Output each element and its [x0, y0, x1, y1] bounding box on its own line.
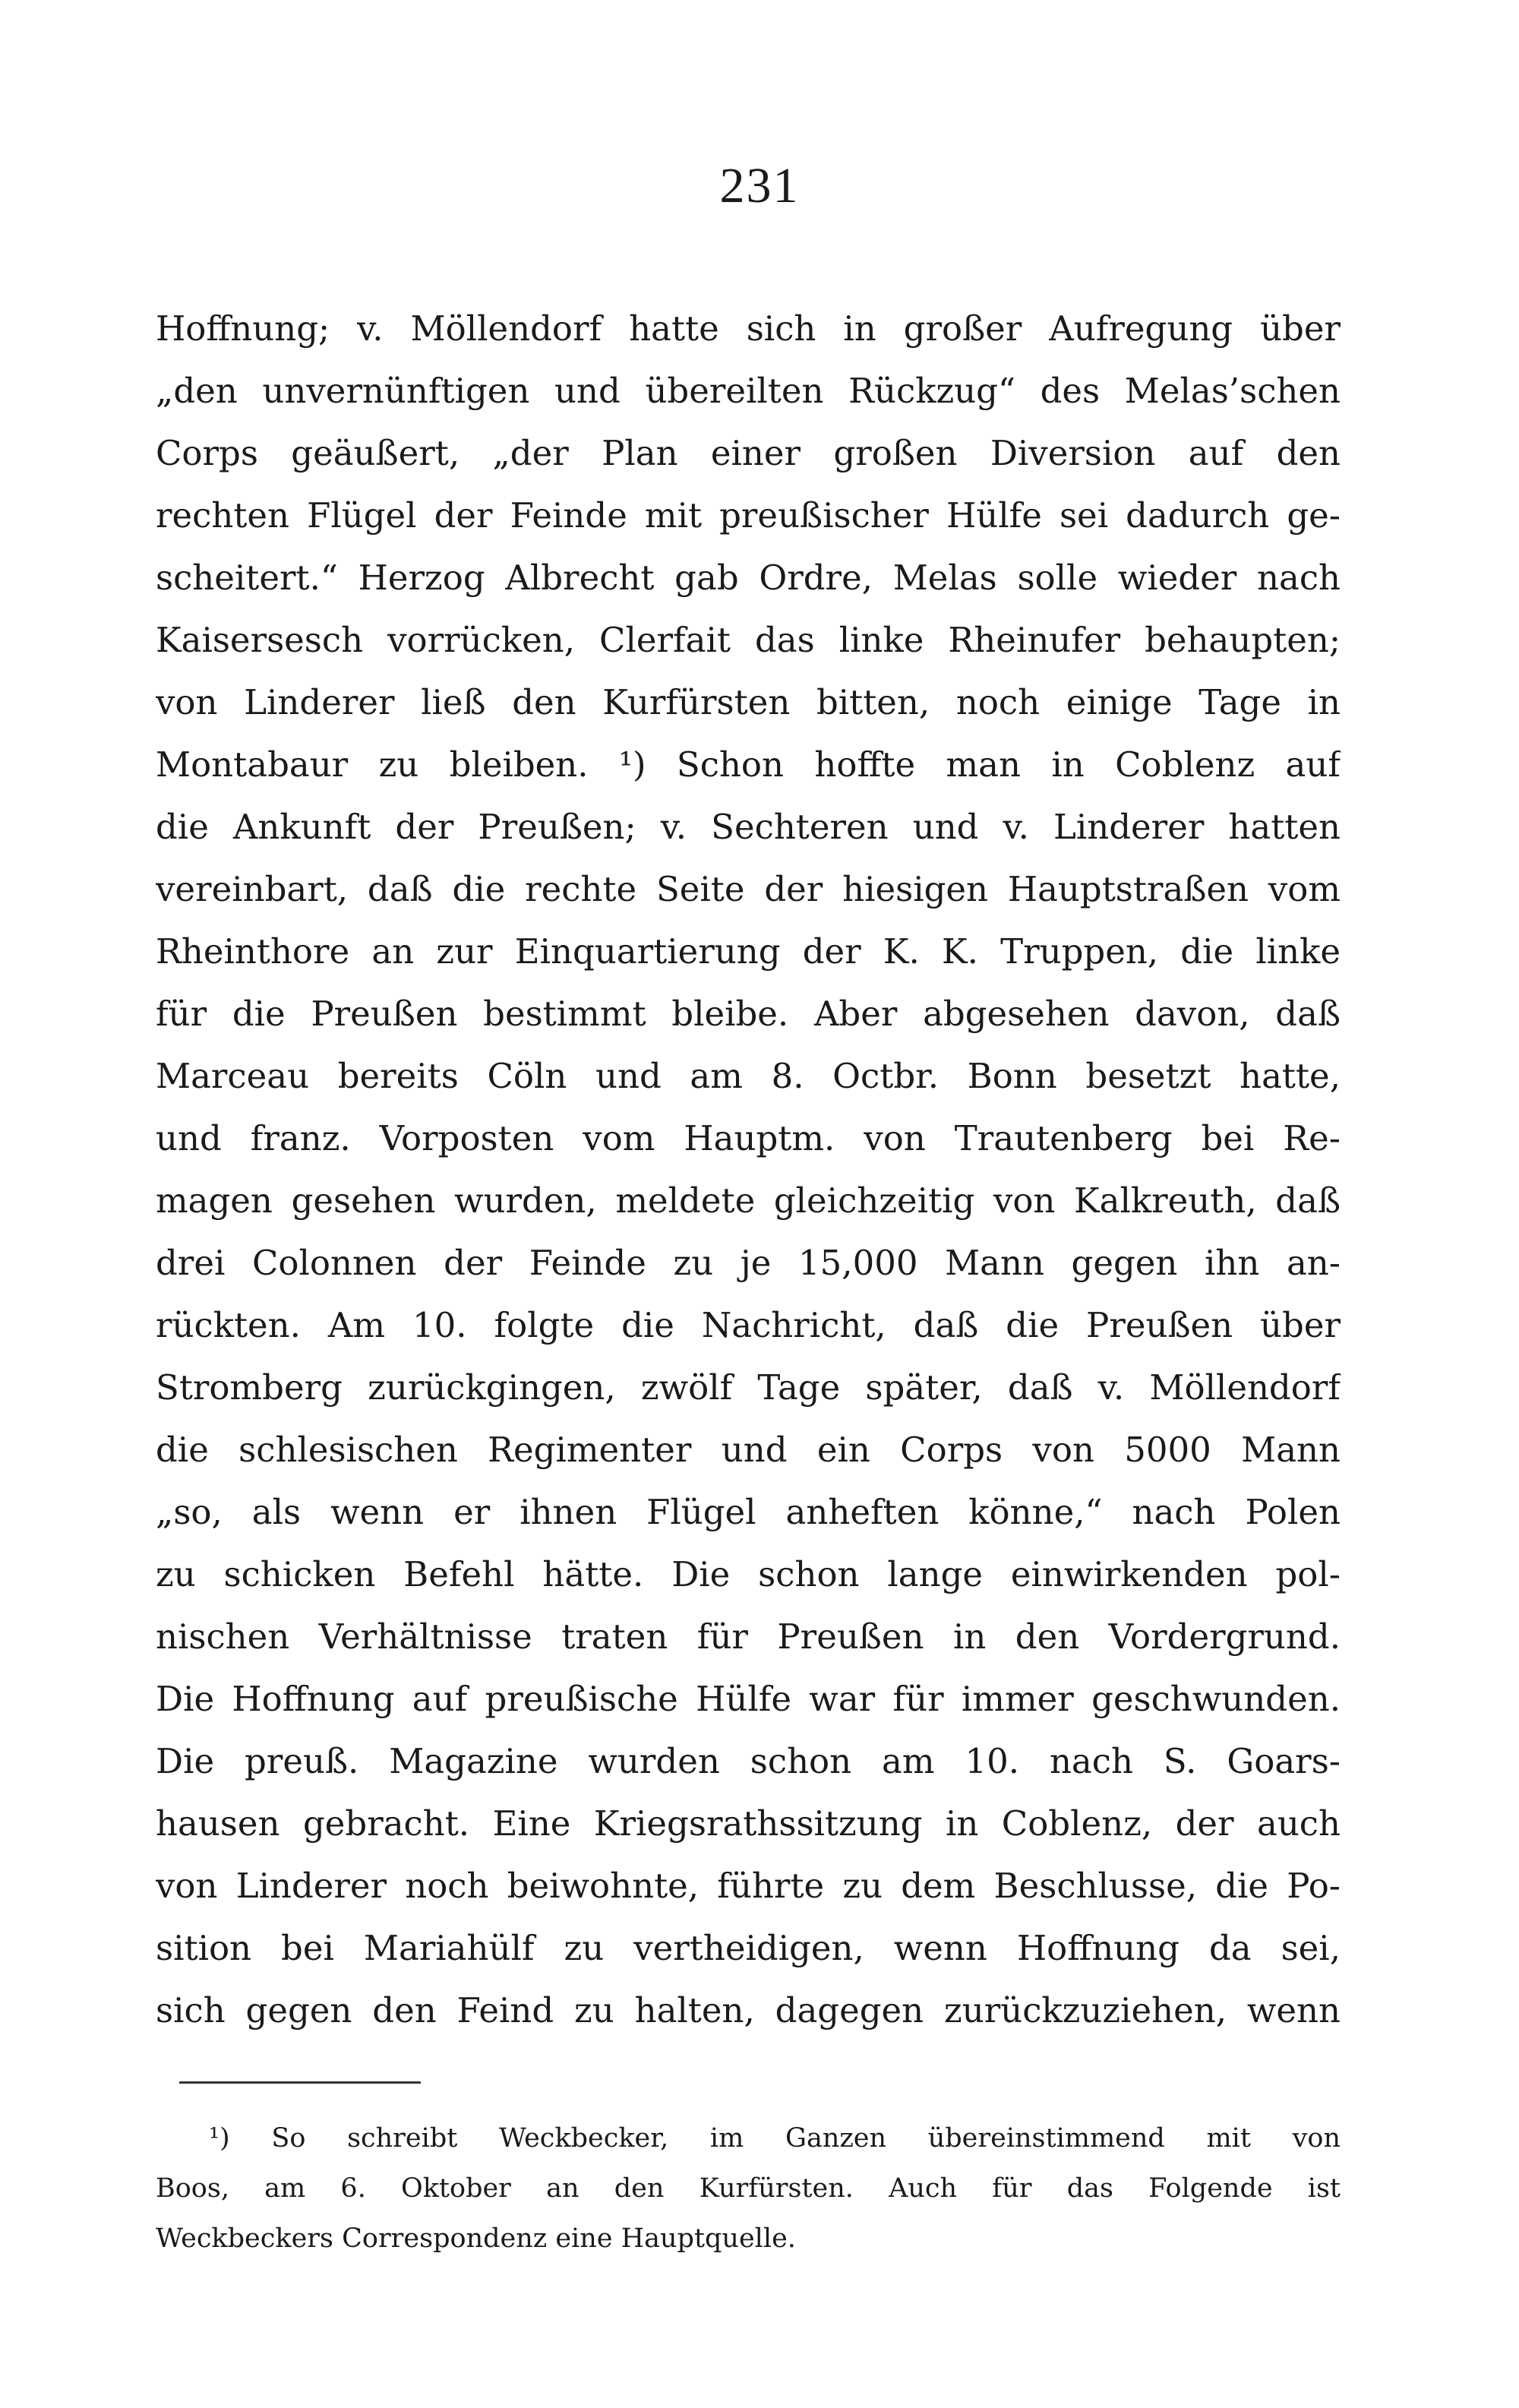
footnote-line: Weckbeckers Correspondenz eine Hauptquelle.	[156, 2223, 796, 2254]
text-line: sition bei Mariahülf zu vertheidigen, wenn Hoffnung da sei,	[156, 1928, 1341, 1968]
footnote-line: Boos, am 6. Oktober an den Kurfürsten. Auch für das Folgende ist	[156, 2173, 1341, 2204]
text-line: von Linderer noch beiwohnte, führte zu dem Beschlusse, die Po-	[156, 1866, 1341, 1906]
page-number: 231	[719, 158, 800, 213]
text-line: scheitert.“ Herzog Albrecht gab Ordre, Melas solle wieder nach	[156, 558, 1341, 598]
text-line: hausen gebracht. Eine Kriegsrathssitzung in Coblenz, der auch	[156, 1803, 1341, 1844]
footnote-divider	[179, 2081, 421, 2084]
text-line: und franz. Vorposten vom Hauptm. von Trautenberg bei Re-	[156, 1118, 1341, 1158]
text-line: Montabaur zu bleiben. ¹) Schon hoffte man in Coblenz auf	[156, 744, 1341, 785]
footnote-line: ¹) So schreibt Weckbecker, im Ganzen übereinstimmend mit von	[209, 2123, 1341, 2154]
body-text	[156, 298, 1341, 2042]
text-line: nischen Verhältnisse traten für Preußen in den Vordergrund.	[156, 1616, 1341, 1657]
text-line: Kaisersesch vorrücken, Clerfait das linke Rheinufer behaupten;	[156, 620, 1341, 660]
text-line: drei Colonnen der Feinde zu je 15,000 Mann gegen ihn an-	[156, 1243, 1341, 1283]
text-line: „so, als wenn er ihnen Flügel anheften könne,“ nach Polen	[156, 1492, 1341, 1532]
text-line: Marceau bereits Cöln und am 8. Octbr. Bonn besetzt hatte,	[156, 1056, 1341, 1096]
text-line: für die Preußen bestimmt bleibe. Aber abgesehen davon, daß	[156, 994, 1341, 1034]
text-line: die schlesischen Regimenter und ein Corps von 5000 Mann	[156, 1430, 1341, 1470]
text-line: von Linderer ließ den Kurfürsten bitten, noch einige Tage in	[156, 682, 1341, 722]
text-line: Hoffnung; v. Möllendorf hatte sich in großer Aufregung über	[156, 308, 1341, 349]
text-line: rückten. Am 10. folgte die Nachricht, daß die Preußen über	[156, 1305, 1341, 1345]
text-line: zu schicken Befehl hätte. Die schon lange einwirkenden pol-	[156, 1554, 1341, 1594]
text-line: Corps geäußert, „der Plan einer großen Diversion auf den	[156, 433, 1341, 473]
text-line: Die preuß. Magazine wurden schon am 10. nach S. Goars-	[156, 1741, 1341, 1781]
text-line: „den unvernünftigen und übereilten Rückzug“ des Melas’schen	[156, 371, 1341, 411]
text-line: rechten Flügel der Feinde mit preußischer Hülfe sei dadurch ge-	[156, 495, 1341, 536]
text-line: magen gesehen wurden, meldete gleichzeitig von Kalkreuth, daß	[156, 1180, 1341, 1221]
text-line: Rheinthore an zur Einquartierung der K. K. Truppen, die linke	[156, 931, 1341, 972]
text-line: Stromberg zurückgingen, zwölf Tage später, daß v. Möllendorf	[156, 1367, 1341, 1408]
text-line: die Ankunft der Preußen; v. Sechteren und v. Linderer hatten	[156, 807, 1341, 847]
text-line: sich gegen den Feind zu halten, dagegen zurückzuziehen, wenn	[156, 1990, 1341, 2030]
footnotes	[156, 2113, 1341, 2264]
text-line: Die Hoffnung auf preußische Hülfe war für immer geschwunden.	[156, 1679, 1341, 1719]
text-line: vereinbart, daß die rechte Seite der hiesigen Hauptstraßen vom	[156, 869, 1341, 909]
